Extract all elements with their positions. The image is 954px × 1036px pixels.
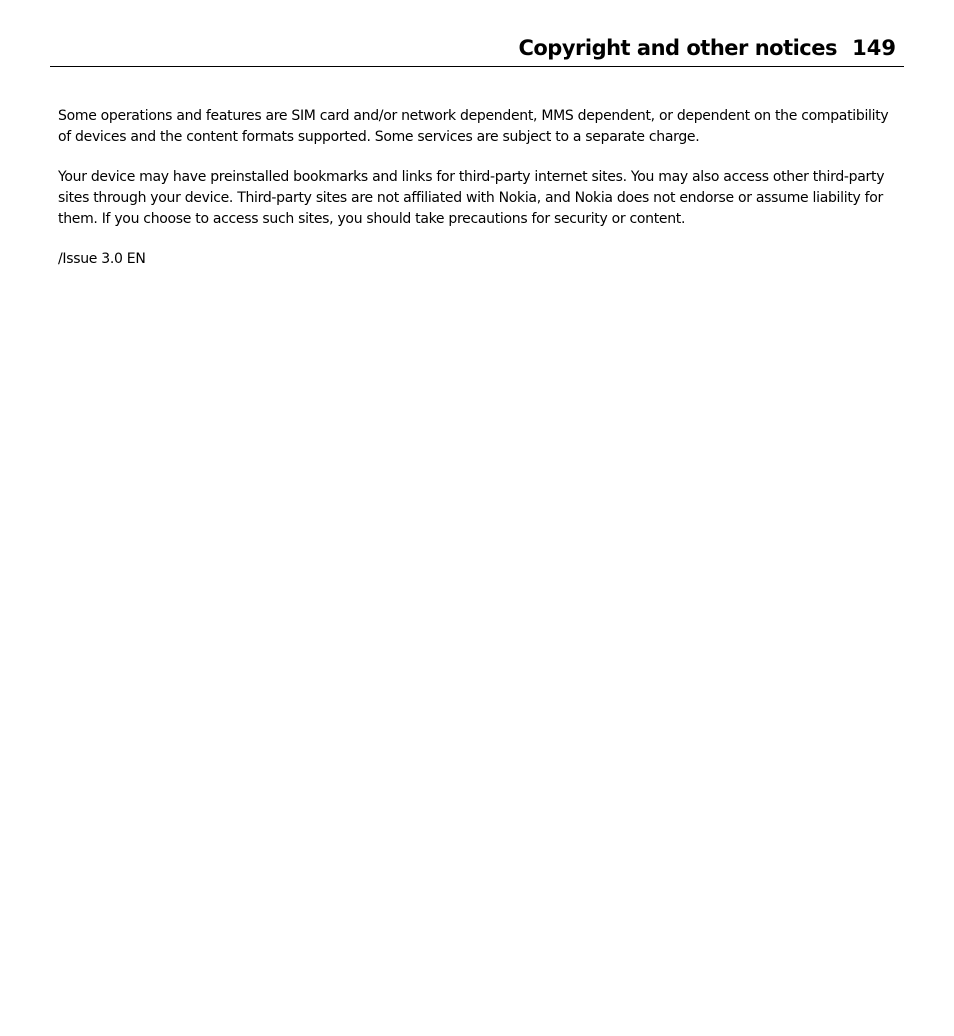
- page-header: [50, 30, 904, 67]
- page-number: 149: [852, 36, 896, 60]
- document-body: [58, 106, 894, 289]
- section-title: Copyright and other notices: [518, 36, 837, 60]
- paragraph-third-party-sites: Your device may have preinstalled bookmarks and links for third-party internet sites. You may also access other third-party sites through your device. Third-party sites are not affiliated with Nokia, and Nokia does not endorse or assume liability for them. If you choose to access such sites, you should take precautions for security or content.: [58, 169, 885, 227]
- paragraph-service-dependence: Some operations and features are SIM card and/or network dependent, MMS dependent, or dependent on the compatibility of devices and the content formats supported. Some services are subject to a separate charge.: [58, 108, 889, 145]
- issue-label: /Issue 3.0 EN: [58, 251, 146, 267]
